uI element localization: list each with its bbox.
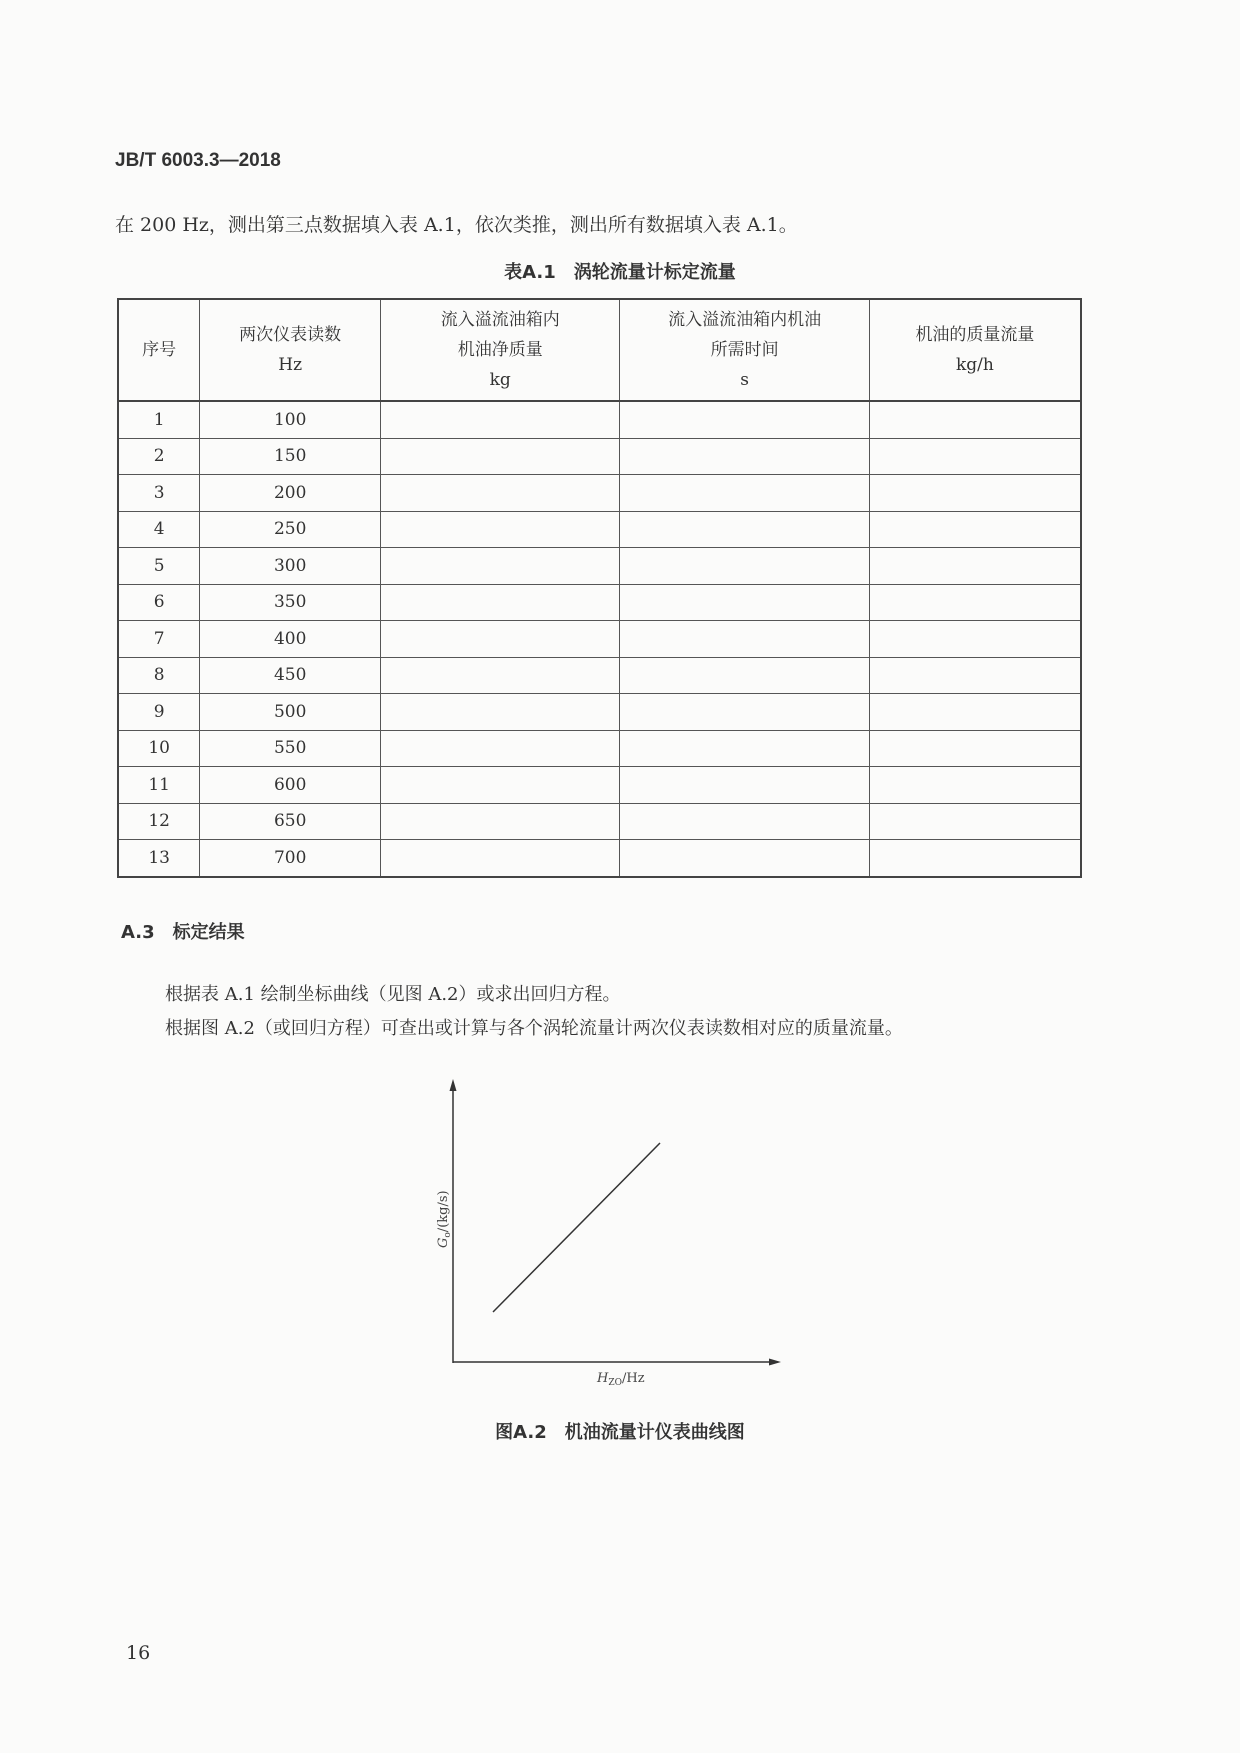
table-cell: 200 [200, 475, 381, 512]
column-header [200, 299, 381, 401]
column-header-line: 机油净质量 [457, 340, 543, 360]
x-axis [453, 1359, 781, 1366]
table-row [118, 548, 1081, 585]
table-cell: 600 [200, 767, 381, 804]
table-cell: 3 [118, 475, 200, 512]
column-header-line: 序号 [142, 340, 177, 360]
table-row [118, 584, 1081, 621]
table-row [118, 767, 1081, 804]
table-cell [869, 584, 1081, 621]
table-cell [620, 511, 869, 548]
column-header-line: 所需时间 [710, 340, 779, 360]
column-header [118, 299, 200, 401]
table-row [118, 475, 1081, 512]
table-cell [869, 730, 1081, 767]
table-cell [380, 657, 619, 694]
column-header-line: kg/h [956, 355, 994, 375]
table-cell [620, 840, 869, 877]
calibration-line [493, 1143, 660, 1312]
table-row [118, 401, 1081, 438]
table-row [118, 694, 1081, 731]
table-cell [380, 438, 619, 475]
figure-caption: 图A.2 机油流量计仪表曲线图 [495, 1422, 745, 1443]
x-axis-label: $H_{ZO}/Hz$ [597, 1371, 645, 1388]
table-cell [380, 401, 619, 438]
intro-paragraph: 在 200 Hz，测出第三点数据填入表 A.1，依次类推，测出所有数据填入表 A.1。 [115, 214, 798, 236]
table-cell [869, 767, 1081, 804]
table-cell: 100 [200, 401, 381, 438]
table-cell: 11 [118, 767, 200, 804]
column-header [380, 299, 619, 401]
table-cell: 700 [200, 840, 381, 877]
table-cell [869, 840, 1081, 877]
paragraph: 根据图 A.2（或回归方程）可查出或计算与各个涡轮流量计两次仪表读数相对应的质量流量。 [165, 1018, 903, 1039]
calibration-table [117, 298, 1082, 878]
table-cell: 4 [118, 511, 200, 548]
table-cell [869, 438, 1081, 475]
table-cell [380, 584, 619, 621]
column-header-line: Hz [278, 355, 303, 375]
table-cell [620, 694, 869, 731]
table-cell [620, 548, 869, 585]
table-cell: 550 [200, 730, 381, 767]
table-cell: 450 [200, 657, 381, 694]
page-number: 16 [126, 1642, 151, 1664]
table-cell: 5 [118, 548, 200, 585]
table-cell [380, 730, 619, 767]
table-cell [869, 511, 1081, 548]
table-cell [869, 621, 1081, 658]
table-cell [620, 621, 869, 658]
table-cell [620, 803, 869, 840]
table-cell [380, 694, 619, 731]
table-cell [869, 548, 1081, 585]
table-cell [869, 401, 1081, 438]
column-header-line: 机油的质量流量 [915, 325, 1035, 345]
table-cell [869, 657, 1081, 694]
table-cell [620, 584, 869, 621]
column-header-line: 流入溢流油箱内机油 [668, 310, 822, 330]
table-cell: 400 [200, 621, 381, 658]
table-cell: 150 [200, 438, 381, 475]
table-row [118, 803, 1081, 840]
column-header-line: 流入溢流油箱内 [440, 310, 560, 330]
table-cell: 500 [200, 694, 381, 731]
table-cell: 2 [118, 438, 200, 475]
table-cell: 6 [118, 584, 200, 621]
table-cell [620, 767, 869, 804]
section-title: A.3 标定结果 [121, 922, 245, 943]
table-cell: 1 [118, 401, 200, 438]
table-row [118, 730, 1081, 767]
table-cell: 12 [118, 803, 200, 840]
table-cell [380, 767, 619, 804]
table-cell: 7 [118, 621, 200, 658]
table-header-row [118, 299, 1081, 401]
table-row [118, 840, 1081, 877]
table-cell [620, 401, 869, 438]
y-axis-label: $G_o/(kg/s)$ [436, 1190, 453, 1248]
table-cell [380, 511, 619, 548]
table-cell [620, 657, 869, 694]
column-header [620, 299, 869, 401]
table-cell [869, 694, 1081, 731]
table-row [118, 657, 1081, 694]
paragraph: 根据表 A.1 绘制坐标曲线（见图 A.2）或求出回归方程。 [165, 984, 621, 1005]
table-cell [380, 840, 619, 877]
table-cell: 650 [200, 803, 381, 840]
column-header-line: kg [489, 370, 511, 390]
table-cell [620, 475, 869, 512]
table-title: 表A.1 涡轮流量计标定流量 [504, 262, 736, 283]
column-header-line: 两次仪表读数 [239, 325, 342, 345]
table-cell [869, 803, 1081, 840]
table-cell: 8 [118, 657, 200, 694]
table-cell: 9 [118, 694, 200, 731]
table-cell [380, 475, 619, 512]
table-cell: 350 [200, 584, 381, 621]
table-cell [869, 475, 1081, 512]
standard-code: JB/T 6003.3—2018 [115, 150, 281, 171]
y-axis [450, 1079, 457, 1363]
table-cell [380, 803, 619, 840]
table-cell [620, 730, 869, 767]
table-cell: 250 [200, 511, 381, 548]
table-cell [380, 621, 619, 658]
table-cell: 300 [200, 548, 381, 585]
column-header [869, 299, 1081, 401]
table-row [118, 621, 1081, 658]
table-cell [620, 438, 869, 475]
table-body [118, 401, 1081, 877]
table-row [118, 511, 1081, 548]
table-cell: 10 [118, 730, 200, 767]
column-header-line: s [740, 370, 750, 390]
table-row [118, 438, 1081, 475]
table-cell [380, 548, 619, 585]
table-cell: 13 [118, 840, 200, 877]
